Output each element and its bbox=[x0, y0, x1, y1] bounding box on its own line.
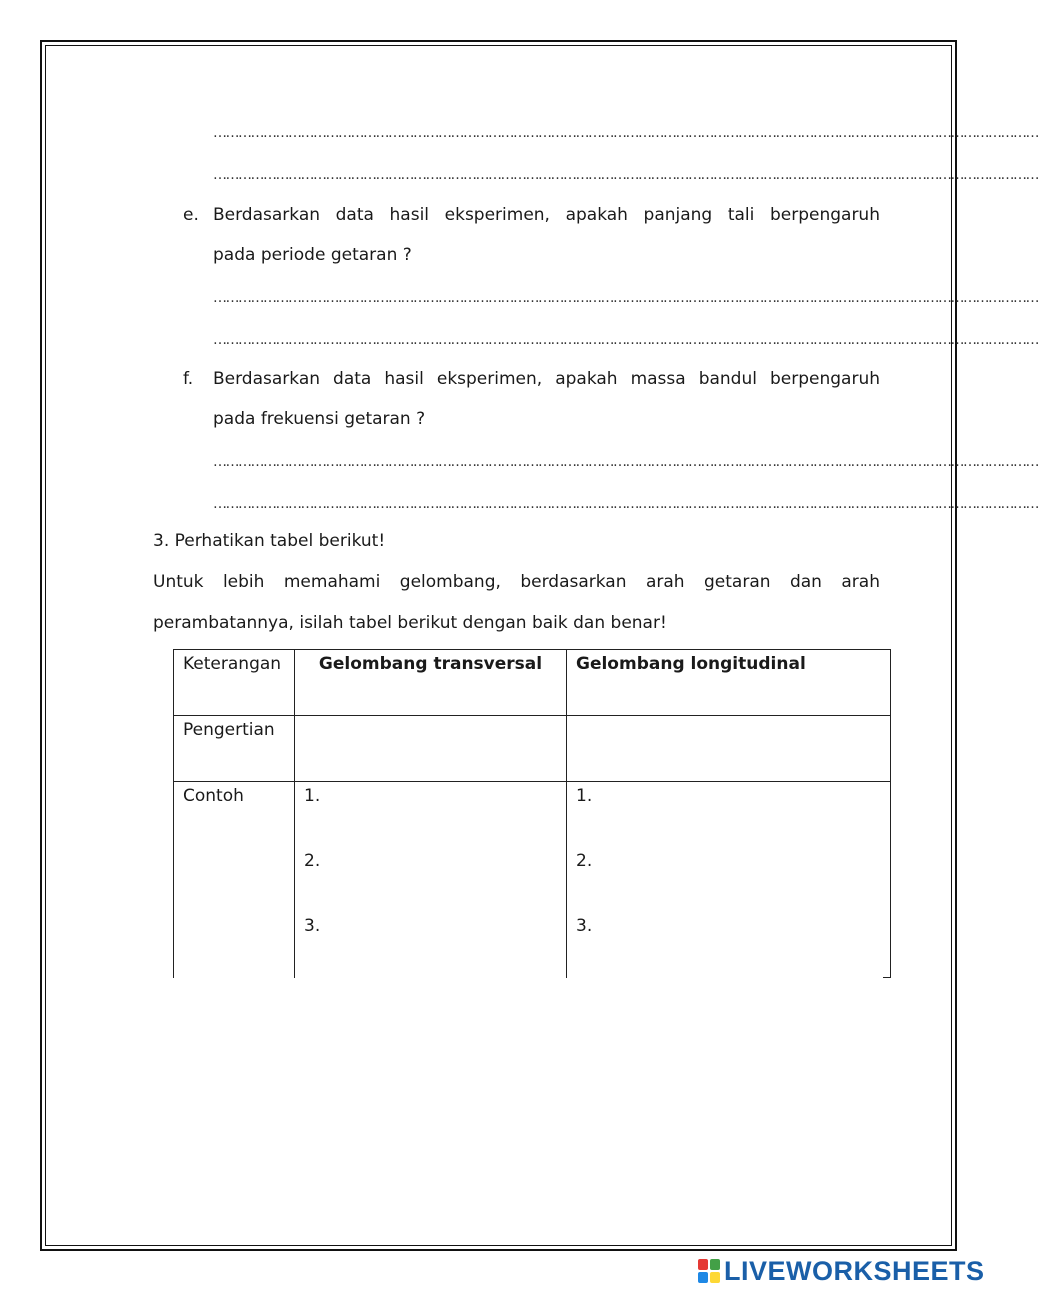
example-number: 1. bbox=[576, 786, 593, 806]
header-keterangan: Keterangan bbox=[174, 650, 295, 716]
row-label-contoh: Contoh bbox=[174, 782, 295, 978]
example-number: 1. bbox=[304, 786, 321, 806]
table-corner-mark bbox=[883, 977, 890, 978]
liveworksheets-logo bbox=[698, 1258, 985, 1284]
question-3-instruction-cont: perambatannya, isilah tabel berikut dengan baik dan benar! bbox=[153, 613, 667, 633]
cell-contoh-transversal[interactable] bbox=[295, 782, 567, 978]
example-number: 3. bbox=[576, 916, 593, 936]
logo-text: LIVEWORKSHEETS bbox=[724, 1256, 985, 1286]
table-row-pengertian bbox=[174, 716, 891, 782]
row-label-pengertian: Pengertian bbox=[174, 716, 295, 782]
question-e-text: Berdasarkan data hasil eksperimen, apakah panjang tali berpengaruh bbox=[213, 205, 880, 225]
wave-comparison-table bbox=[173, 649, 891, 978]
question-f-text-cont: pada frekuensi getaran ? bbox=[213, 409, 426, 429]
answer-line[interactable]: ……………………………………………………………………………………………………………………………………………………………………………… bbox=[213, 332, 1038, 348]
example-number: 2. bbox=[576, 851, 593, 871]
header-longitudinal: Gelombang longitudinal bbox=[567, 650, 891, 716]
answer-line[interactable]: ……………………………………………………………………………………………………………………………………………………………………………… bbox=[213, 125, 1038, 141]
answer-line[interactable]: ……………………………………………………………………………………………………………………………………………………………………………… bbox=[213, 290, 1038, 306]
cell-pengertian-transversal[interactable] bbox=[295, 716, 567, 782]
example-number: 2. bbox=[304, 851, 321, 871]
answer-line[interactable]: ……………………………………………………………………………………………………………………………………………………………………………… bbox=[213, 167, 1038, 183]
header-transversal: Gelombang transversal bbox=[295, 650, 567, 716]
page-border-inner bbox=[45, 45, 1038, 1246]
answer-line[interactable]: ……………………………………………………………………………………………………………………………………………………………………………… bbox=[213, 454, 1038, 470]
answer-line[interactable]: ……………………………………………………………………………………………………………………………………………………………………………… bbox=[213, 496, 1038, 512]
table-header-row bbox=[174, 650, 891, 716]
question-e-text-cont: pada periode getaran ? bbox=[213, 245, 412, 265]
cell-pengertian-longitudinal[interactable] bbox=[567, 716, 891, 782]
example-number: 3. bbox=[304, 916, 321, 936]
cell-contoh-longitudinal[interactable] bbox=[567, 782, 891, 978]
logo-icon bbox=[698, 1259, 720, 1283]
table-row-contoh bbox=[174, 782, 891, 978]
question-e-letter: e. bbox=[183, 205, 199, 225]
question-f-letter: f. bbox=[183, 369, 194, 389]
question-f-text: Berdasarkan data hasil eksperimen, apakah massa bandul berpengaruh bbox=[213, 369, 880, 389]
question-3-heading: 3. Perhatikan tabel berikut! bbox=[153, 531, 386, 551]
question-3-instruction: Untuk lebih memahami gelombang, berdasarkan arah getaran dan arah bbox=[153, 572, 880, 592]
